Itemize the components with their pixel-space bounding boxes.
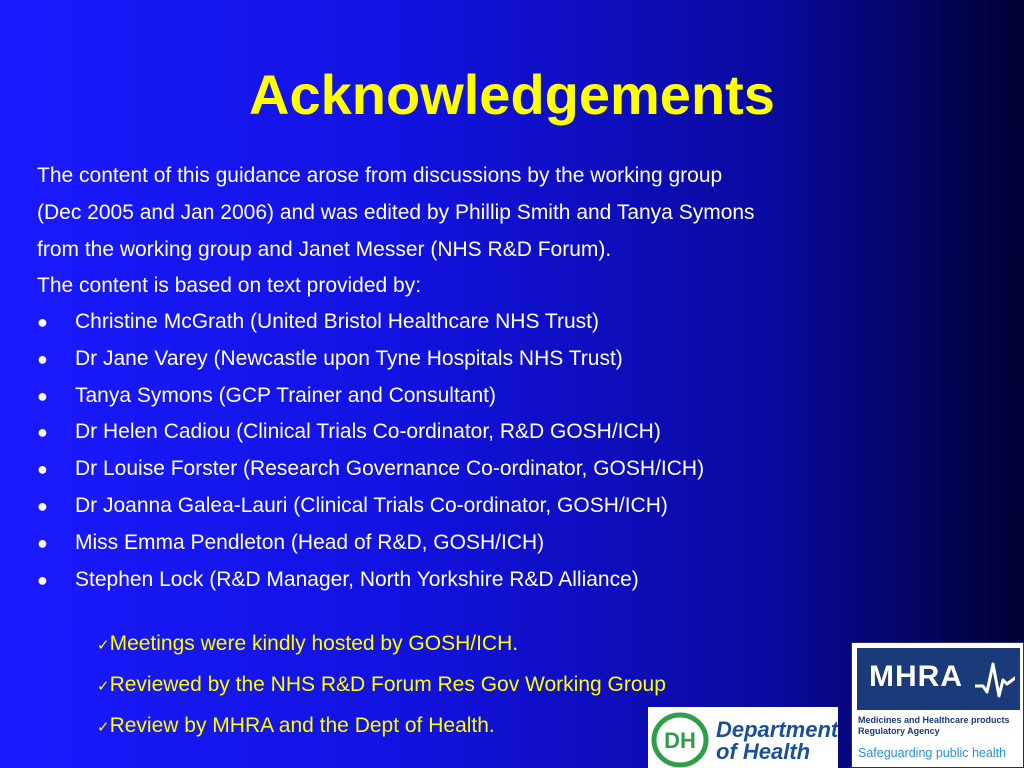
list-item: [37, 378, 704, 415]
contributor-text: Tanya Symons (GCP Trainer and Consultant): [75, 383, 496, 407]
check-text: Meetings were kindly hosted by GOSH/ICH.: [109, 632, 519, 655]
contributor-text: Dr Joanna Galea-Lauri (Clinical Trials Co-ordinator, GOSH/ICH): [75, 493, 668, 517]
contributor-text: Dr Jane Varey (Newcastle upon Tyne Hospitals NHS Trust): [75, 346, 623, 370]
contributor-text: Christine McGrath (United Bristol Healthcare NHS Trust): [75, 310, 599, 333]
intro-line: The content is based on text provided by:: [37, 274, 422, 298]
mhra-agency-name: [858, 715, 1023, 737]
list-item: [37, 304, 704, 341]
contributor-text: Dr Louise Forster (Research Governance Co-ordinator, GOSH/ICH): [75, 457, 705, 481]
mhra-tagline: Safeguarding public health: [858, 746, 1007, 760]
dh-wordmark: [716, 719, 838, 763]
bullet-icon: ●: [37, 569, 48, 590]
mhra-wordmark: MHRA: [869, 660, 963, 693]
list-item: [37, 525, 704, 562]
list-item: [37, 341, 704, 378]
check-item: [97, 623, 666, 664]
bullet-icon: ●: [37, 495, 48, 516]
list-item: [37, 451, 704, 488]
mhra-wordmark-box: [857, 648, 1020, 710]
bullet-icon: ●: [37, 459, 48, 480]
check-text: Review by MHRA and the Dept of Health.: [109, 714, 495, 737]
intro-line: The content of this guidance arose from discussions by the working group: [37, 164, 723, 187]
slide-title: Acknowledgements: [249, 63, 775, 126]
mhra-name-line2: Regulatory Agency: [858, 726, 940, 736]
intro-line: (Dec 2005 and Jan 2006) and was edited by Phillip Smith and Tanya Symons: [37, 200, 755, 224]
checkmark-icon: ✓: [97, 719, 110, 736]
intro-paragraph: [37, 158, 997, 305]
contributor-list: [37, 304, 704, 598]
bullet-icon: ●: [37, 312, 48, 332]
dh-line1: Department: [716, 717, 838, 742]
contributor-text: Dr Helen Cadiou (Clinical Trials Co-ordinator, R&D GOSH/ICH): [75, 420, 661, 444]
intro-line: from the working group and Janet Messer (NHS R&D Forum).: [37, 237, 612, 261]
mhra-name-line1: Medicines and Healthcare products: [858, 715, 1010, 725]
contributor-text: Miss Emma Pendleton (Head of R&D, GOSH/ICH): [75, 530, 545, 554]
contributor-text: Stephen Lock (R&D Manager, North Yorkshire R&D Alliance): [75, 567, 639, 591]
checkmark-icon: ✓: [97, 637, 110, 654]
mhra-logo: [851, 642, 1024, 768]
acknowledgement-checklist: [97, 623, 666, 746]
bullet-icon: ●: [37, 422, 48, 443]
check-text: Reviewed by the NHS R&D Forum Res Gov Working Group: [109, 673, 666, 696]
bullet-icon: ●: [37, 385, 48, 406]
bullet-icon: ●: [37, 532, 48, 553]
list-item: [37, 488, 704, 525]
check-item: [97, 664, 666, 705]
checkmark-icon: ✓: [97, 678, 110, 695]
heartbeat-icon: [975, 656, 1015, 702]
dh-line2: of Health: [716, 739, 811, 764]
dh-logo: [648, 707, 838, 768]
bullet-icon: ●: [37, 348, 48, 369]
dh-initials: DH: [664, 728, 696, 753]
check-item: [97, 705, 666, 746]
list-item: [37, 414, 704, 451]
dh-logo-mark-icon: [650, 711, 712, 768]
list-item: [37, 562, 704, 599]
